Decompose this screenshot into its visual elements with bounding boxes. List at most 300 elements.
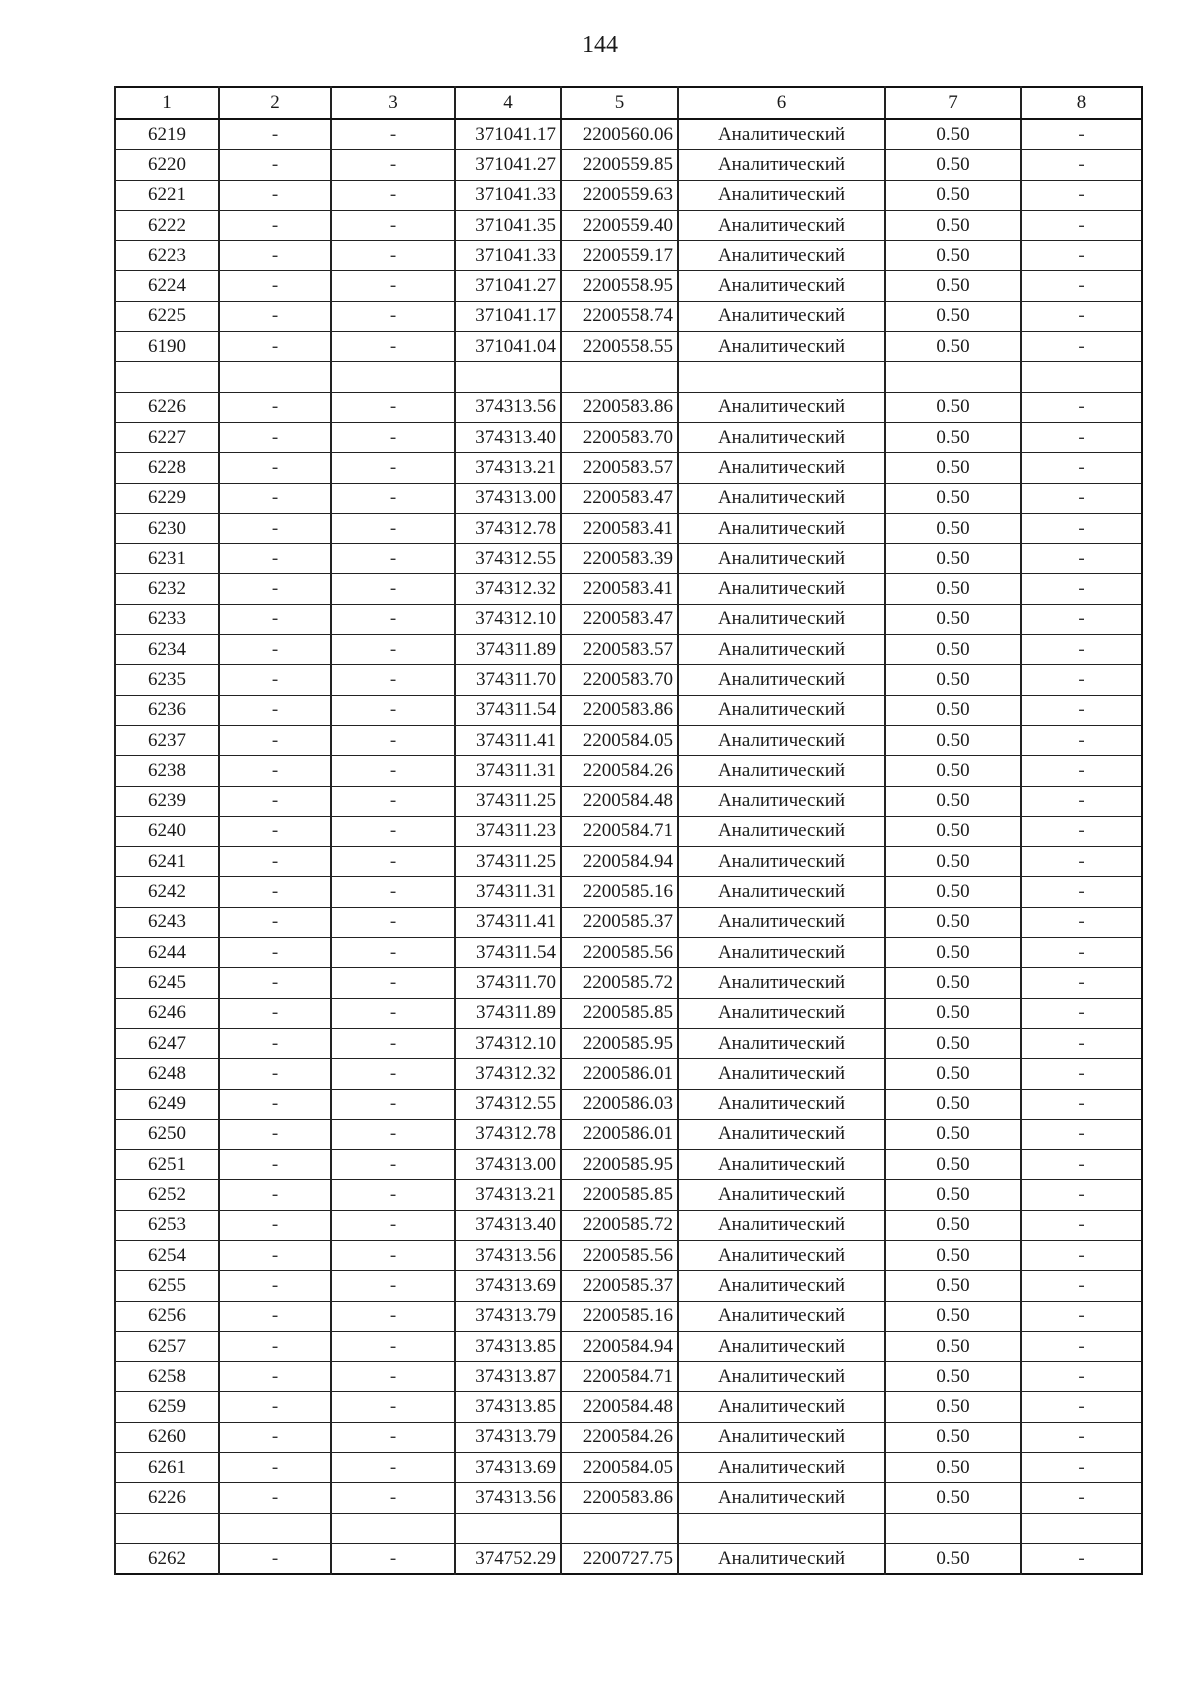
y-coordinate-cell: 2200584.71 [561, 816, 678, 846]
x-coordinate-cell: 374312.32 [455, 1059, 561, 1089]
y-coordinate-cell: 2200583.57 [561, 635, 678, 665]
accuracy-cell: 0.50 [885, 241, 1021, 271]
accuracy-cell: 0.50 [885, 786, 1021, 816]
col8-cell: - [1021, 1453, 1142, 1483]
method-cell: Аналитический [678, 150, 885, 180]
point-number-cell: 6248 [115, 1059, 219, 1089]
col3-cell: - [331, 1362, 455, 1392]
method-cell: Аналитический [678, 1301, 885, 1331]
point-number-cell: 6219 [115, 119, 219, 150]
col8-cell: - [1021, 786, 1142, 816]
y-coordinate-cell: 2200585.56 [561, 1240, 678, 1270]
y-coordinate-cell: 2200584.26 [561, 756, 678, 786]
x-coordinate-cell: 374312.78 [455, 1119, 561, 1149]
col8-cell: - [1021, 1271, 1142, 1301]
x-coordinate-cell: 374313.87 [455, 1362, 561, 1392]
table-row [115, 210, 1142, 240]
col2-cell: - [219, 1453, 331, 1483]
col8-cell: - [1021, 119, 1142, 150]
col2-cell: - [219, 1392, 331, 1422]
table-row [115, 1483, 1142, 1513]
table-row [115, 332, 1142, 362]
method-cell: Аналитический [678, 422, 885, 452]
accuracy-cell: 0.50 [885, 1240, 1021, 1270]
col2-cell: - [219, 756, 331, 786]
method-cell: Аналитический [678, 786, 885, 816]
y-coordinate-cell: 2200585.72 [561, 968, 678, 998]
x-coordinate-cell: 374313.40 [455, 1210, 561, 1240]
table-row [115, 695, 1142, 725]
x-coordinate-cell: 374311.31 [455, 877, 561, 907]
col8-cell: - [1021, 1089, 1142, 1119]
table-row [115, 1089, 1142, 1119]
col8-cell: - [1021, 604, 1142, 634]
y-coordinate-cell: 2200558.55 [561, 332, 678, 362]
col8-cell: - [1021, 1210, 1142, 1240]
col2-cell: - [219, 1059, 331, 1089]
method-cell: Аналитический [678, 241, 885, 271]
x-coordinate-cell: 374311.89 [455, 998, 561, 1028]
accuracy-cell: 0.50 [885, 483, 1021, 513]
accuracy-cell [885, 1513, 1021, 1543]
col2-cell: - [219, 1150, 331, 1180]
accuracy-cell: 0.50 [885, 635, 1021, 665]
y-coordinate-cell: 2200558.74 [561, 301, 678, 331]
col2-cell: - [219, 1301, 331, 1331]
method-cell: Аналитический [678, 1119, 885, 1149]
x-coordinate-cell: 374313.69 [455, 1453, 561, 1483]
y-coordinate-cell: 2200583.86 [561, 695, 678, 725]
accuracy-cell: 0.50 [885, 513, 1021, 543]
x-coordinate-cell: 374311.70 [455, 968, 561, 998]
x-coordinate-cell: 374312.10 [455, 1028, 561, 1058]
col8-cell: - [1021, 847, 1142, 877]
method-cell: Аналитический [678, 1240, 885, 1270]
accuracy-cell: 0.50 [885, 1301, 1021, 1331]
col8-cell: - [1021, 1119, 1142, 1149]
x-coordinate-cell: 371041.35 [455, 210, 561, 240]
x-coordinate-cell: 374311.70 [455, 665, 561, 695]
col8-cell: - [1021, 968, 1142, 998]
accuracy-cell: 0.50 [885, 1392, 1021, 1422]
method-cell: Аналитический [678, 635, 885, 665]
col8-cell: - [1021, 1240, 1142, 1270]
accuracy-cell: 0.50 [885, 453, 1021, 483]
point-number-cell: 6260 [115, 1422, 219, 1452]
table-row [115, 968, 1142, 998]
col8-cell: - [1021, 1180, 1142, 1210]
col8-cell: - [1021, 877, 1142, 907]
method-cell: Аналитический [678, 847, 885, 877]
col2-cell: - [219, 1331, 331, 1361]
col8-cell: - [1021, 1543, 1142, 1574]
col2-cell: - [219, 453, 331, 483]
table-row [115, 1453, 1142, 1483]
method-cell: Аналитический [678, 1453, 885, 1483]
x-coordinate-cell [455, 1513, 561, 1543]
point-number-cell: 6230 [115, 513, 219, 543]
method-cell: Аналитический [678, 119, 885, 150]
accuracy-cell: 0.50 [885, 1210, 1021, 1240]
y-coordinate-cell: 2200583.57 [561, 453, 678, 483]
coordinates-table [114, 86, 1143, 1575]
column-header: 8 [1021, 87, 1142, 119]
col2-cell: - [219, 119, 331, 150]
x-coordinate-cell: 374311.25 [455, 847, 561, 877]
column-header: 3 [331, 87, 455, 119]
x-coordinate-cell: 374313.56 [455, 392, 561, 422]
y-coordinate-cell: 2200558.95 [561, 271, 678, 301]
accuracy-cell: 0.50 [885, 1453, 1021, 1483]
x-coordinate-cell: 374313.21 [455, 1180, 561, 1210]
x-coordinate-cell: 374313.79 [455, 1422, 561, 1452]
accuracy-cell: 0.50 [885, 1543, 1021, 1574]
accuracy-cell: 0.50 [885, 847, 1021, 877]
col3-cell: - [331, 786, 455, 816]
y-coordinate-cell: 2200585.85 [561, 1180, 678, 1210]
method-cell: Аналитический [678, 1483, 885, 1513]
x-coordinate-cell: 374312.32 [455, 574, 561, 604]
y-coordinate-cell: 2200583.47 [561, 604, 678, 634]
method-cell: Аналитический [678, 938, 885, 968]
point-number-cell: 6243 [115, 907, 219, 937]
col2-cell: - [219, 604, 331, 634]
col3-cell: - [331, 544, 455, 574]
method-cell: Аналитический [678, 1331, 885, 1361]
method-cell: Аналитический [678, 332, 885, 362]
table-row [115, 301, 1142, 331]
x-coordinate-cell: 374313.85 [455, 1331, 561, 1361]
accuracy-cell: 0.50 [885, 725, 1021, 755]
y-coordinate-cell [561, 362, 678, 392]
col3-cell: - [331, 301, 455, 331]
x-coordinate-cell: 374313.21 [455, 453, 561, 483]
col3-cell: - [331, 1543, 455, 1574]
col2-cell: - [219, 1271, 331, 1301]
x-coordinate-cell: 374313.69 [455, 1271, 561, 1301]
col3-cell: - [331, 271, 455, 301]
method-cell: Аналитический [678, 665, 885, 695]
table-row [115, 180, 1142, 210]
y-coordinate-cell: 2200583.70 [561, 422, 678, 452]
col2-cell: - [219, 1240, 331, 1270]
col2-cell: - [219, 241, 331, 271]
x-coordinate-cell: 371041.33 [455, 241, 561, 271]
col2-cell: - [219, 695, 331, 725]
point-number-cell: 6221 [115, 180, 219, 210]
method-cell: Аналитический [678, 483, 885, 513]
accuracy-cell: 0.50 [885, 756, 1021, 786]
table-row [115, 1180, 1142, 1210]
table-row [115, 1513, 1142, 1543]
y-coordinate-cell: 2200585.37 [561, 1271, 678, 1301]
accuracy-cell: 0.50 [885, 210, 1021, 240]
col2-cell: - [219, 392, 331, 422]
accuracy-cell: 0.50 [885, 392, 1021, 422]
col3-cell: - [331, 392, 455, 422]
y-coordinate-cell: 2200583.86 [561, 392, 678, 422]
y-coordinate-cell: 2200583.41 [561, 513, 678, 543]
accuracy-cell: 0.50 [885, 968, 1021, 998]
y-coordinate-cell: 2200586.01 [561, 1059, 678, 1089]
method-cell: Аналитический [678, 1059, 885, 1089]
point-number-cell: 6261 [115, 1453, 219, 1483]
table-row [115, 938, 1142, 968]
col2-cell: - [219, 1483, 331, 1513]
method-cell: Аналитический [678, 968, 885, 998]
table-row [115, 1210, 1142, 1240]
table-row [115, 847, 1142, 877]
col2-cell: - [219, 180, 331, 210]
point-number-cell: 6253 [115, 1210, 219, 1240]
col3-cell: - [331, 1180, 455, 1210]
table-row [115, 119, 1142, 150]
point-number-cell: 6257 [115, 1331, 219, 1361]
table-row [115, 1422, 1142, 1452]
column-header: 2 [219, 87, 331, 119]
x-coordinate-cell: 374311.23 [455, 816, 561, 846]
col3-cell: - [331, 210, 455, 240]
table-row [115, 877, 1142, 907]
y-coordinate-cell: 2200727.75 [561, 1543, 678, 1574]
point-number-cell: 6226 [115, 1483, 219, 1513]
col3-cell: - [331, 604, 455, 634]
accuracy-cell: 0.50 [885, 695, 1021, 725]
column-header: 5 [561, 87, 678, 119]
accuracy-cell: 0.50 [885, 1119, 1021, 1149]
y-coordinate-cell: 2200583.39 [561, 544, 678, 574]
col2-cell [219, 362, 331, 392]
x-coordinate-cell: 371041.33 [455, 180, 561, 210]
y-coordinate-cell: 2200584.48 [561, 786, 678, 816]
col3-cell [331, 362, 455, 392]
table-row [115, 483, 1142, 513]
y-coordinate-cell: 2200560.06 [561, 119, 678, 150]
col3-cell: - [331, 877, 455, 907]
accuracy-cell: 0.50 [885, 574, 1021, 604]
table-row [115, 1301, 1142, 1331]
x-coordinate-cell: 374752.29 [455, 1543, 561, 1574]
accuracy-cell [885, 362, 1021, 392]
col2-cell: - [219, 816, 331, 846]
x-coordinate-cell: 374313.56 [455, 1483, 561, 1513]
y-coordinate-cell: 2200584.05 [561, 725, 678, 755]
y-coordinate-cell: 2200585.72 [561, 1210, 678, 1240]
y-coordinate-cell: 2200559.40 [561, 210, 678, 240]
col3-cell: - [331, 1210, 455, 1240]
col8-cell: - [1021, 907, 1142, 937]
col8-cell: - [1021, 938, 1142, 968]
method-cell: Аналитический [678, 453, 885, 483]
col8-cell: - [1021, 635, 1142, 665]
point-number-cell: 6242 [115, 877, 219, 907]
point-number-cell: 6232 [115, 574, 219, 604]
method-cell: Аналитический [678, 544, 885, 574]
method-cell: Аналитический [678, 1543, 885, 1574]
col8-cell: - [1021, 271, 1142, 301]
table-row [115, 725, 1142, 755]
col2-cell: - [219, 332, 331, 362]
x-coordinate-cell: 374312.55 [455, 1089, 561, 1119]
table-header-row [115, 87, 1142, 119]
method-cell: Аналитический [678, 271, 885, 301]
point-number-cell: 6262 [115, 1543, 219, 1574]
accuracy-cell: 0.50 [885, 998, 1021, 1028]
col8-cell: - [1021, 1331, 1142, 1361]
y-coordinate-cell: 2200559.63 [561, 180, 678, 210]
table-row [115, 392, 1142, 422]
col3-cell: - [331, 907, 455, 937]
point-number-cell: 6228 [115, 453, 219, 483]
table-row [115, 998, 1142, 1028]
method-cell: Аналитический [678, 725, 885, 755]
point-number-cell: 6226 [115, 392, 219, 422]
accuracy-cell: 0.50 [885, 1028, 1021, 1058]
method-cell: Аналитический [678, 695, 885, 725]
col2-cell: - [219, 1089, 331, 1119]
col8-cell: - [1021, 210, 1142, 240]
y-coordinate-cell: 2200583.41 [561, 574, 678, 604]
y-coordinate-cell [561, 1513, 678, 1543]
table-row [115, 604, 1142, 634]
x-coordinate-cell: 371041.04 [455, 332, 561, 362]
accuracy-cell: 0.50 [885, 1271, 1021, 1301]
col3-cell: - [331, 513, 455, 543]
y-coordinate-cell: 2200585.16 [561, 877, 678, 907]
col3-cell: - [331, 453, 455, 483]
method-cell: Аналитический [678, 574, 885, 604]
table-row [115, 150, 1142, 180]
x-coordinate-cell: 374311.41 [455, 725, 561, 755]
method-cell: Аналитический [678, 1271, 885, 1301]
method-cell: Аналитический [678, 392, 885, 422]
col2-cell: - [219, 1028, 331, 1058]
accuracy-cell: 0.50 [885, 271, 1021, 301]
col3-cell: - [331, 968, 455, 998]
accuracy-cell: 0.50 [885, 1422, 1021, 1452]
accuracy-cell: 0.50 [885, 907, 1021, 937]
column-header: 7 [885, 87, 1021, 119]
method-cell: Аналитический [678, 301, 885, 331]
method-cell: Аналитический [678, 1180, 885, 1210]
y-coordinate-cell: 2200559.17 [561, 241, 678, 271]
col3-cell: - [331, 816, 455, 846]
col2-cell: - [219, 1210, 331, 1240]
y-coordinate-cell: 2200586.03 [561, 1089, 678, 1119]
point-number-cell: 6254 [115, 1240, 219, 1270]
point-number-cell: 6241 [115, 847, 219, 877]
col3-cell: - [331, 119, 455, 150]
col2-cell: - [219, 938, 331, 968]
table-row [115, 362, 1142, 392]
col8-cell: - [1021, 180, 1142, 210]
page-number: 144 [582, 32, 618, 58]
col2-cell [219, 1513, 331, 1543]
accuracy-cell: 0.50 [885, 1331, 1021, 1361]
point-number-cell: 6224 [115, 271, 219, 301]
col2-cell: - [219, 1180, 331, 1210]
method-cell: Аналитический [678, 180, 885, 210]
accuracy-cell: 0.50 [885, 1483, 1021, 1513]
y-coordinate-cell: 2200559.85 [561, 150, 678, 180]
col3-cell [331, 1513, 455, 1543]
col8-cell: - [1021, 453, 1142, 483]
col3-cell: - [331, 1150, 455, 1180]
method-cell: Аналитический [678, 1422, 885, 1452]
accuracy-cell: 0.50 [885, 1089, 1021, 1119]
point-number-cell: 6238 [115, 756, 219, 786]
col2-cell: - [219, 665, 331, 695]
col8-cell: - [1021, 574, 1142, 604]
accuracy-cell: 0.50 [885, 816, 1021, 846]
x-coordinate-cell: 374311.31 [455, 756, 561, 786]
point-number-cell: 6190 [115, 332, 219, 362]
col3-cell: - [331, 1331, 455, 1361]
col2-cell: - [219, 1543, 331, 1574]
accuracy-cell: 0.50 [885, 1059, 1021, 1089]
point-number-cell: 6225 [115, 301, 219, 331]
col3-cell: - [331, 1301, 455, 1331]
point-number-cell: 6252 [115, 1180, 219, 1210]
method-cell: Аналитический [678, 1210, 885, 1240]
accuracy-cell: 0.50 [885, 544, 1021, 574]
accuracy-cell: 0.50 [885, 332, 1021, 362]
col8-cell: - [1021, 1422, 1142, 1452]
table-row [115, 241, 1142, 271]
method-cell: Аналитический [678, 604, 885, 634]
y-coordinate-cell: 2200584.71 [561, 1362, 678, 1392]
point-number-cell: 6245 [115, 968, 219, 998]
method-cell: Аналитический [678, 1150, 885, 1180]
col8-cell: - [1021, 301, 1142, 331]
point-number-cell: 6246 [115, 998, 219, 1028]
col3-cell: - [331, 998, 455, 1028]
point-number-cell: 6249 [115, 1089, 219, 1119]
col2-cell: - [219, 1119, 331, 1149]
y-coordinate-cell: 2200585.95 [561, 1028, 678, 1058]
point-number-cell: 6240 [115, 816, 219, 846]
col8-cell: - [1021, 513, 1142, 543]
column-header: 4 [455, 87, 561, 119]
col8-cell: - [1021, 1150, 1142, 1180]
col2-cell: - [219, 301, 331, 331]
col8-cell: - [1021, 695, 1142, 725]
col8-cell [1021, 362, 1142, 392]
col3-cell: - [331, 574, 455, 604]
y-coordinate-cell: 2200586.01 [561, 1119, 678, 1149]
point-number-cell: 6244 [115, 938, 219, 968]
col2-cell: - [219, 968, 331, 998]
point-number-cell [115, 362, 219, 392]
col8-cell: - [1021, 1362, 1142, 1392]
col3-cell: - [331, 241, 455, 271]
table-row [115, 1331, 1142, 1361]
point-number-cell: 6229 [115, 483, 219, 513]
point-number-cell: 6250 [115, 1119, 219, 1149]
accuracy-cell: 0.50 [885, 180, 1021, 210]
accuracy-cell: 0.50 [885, 150, 1021, 180]
col3-cell: - [331, 1119, 455, 1149]
col2-cell: - [219, 513, 331, 543]
col2-cell: - [219, 1362, 331, 1392]
x-coordinate-cell: 374311.89 [455, 635, 561, 665]
col3-cell: - [331, 1271, 455, 1301]
table-row [115, 665, 1142, 695]
point-number-cell: 6235 [115, 665, 219, 695]
table-row [115, 513, 1142, 543]
col8-cell: - [1021, 1392, 1142, 1422]
method-cell: Аналитический [678, 907, 885, 937]
